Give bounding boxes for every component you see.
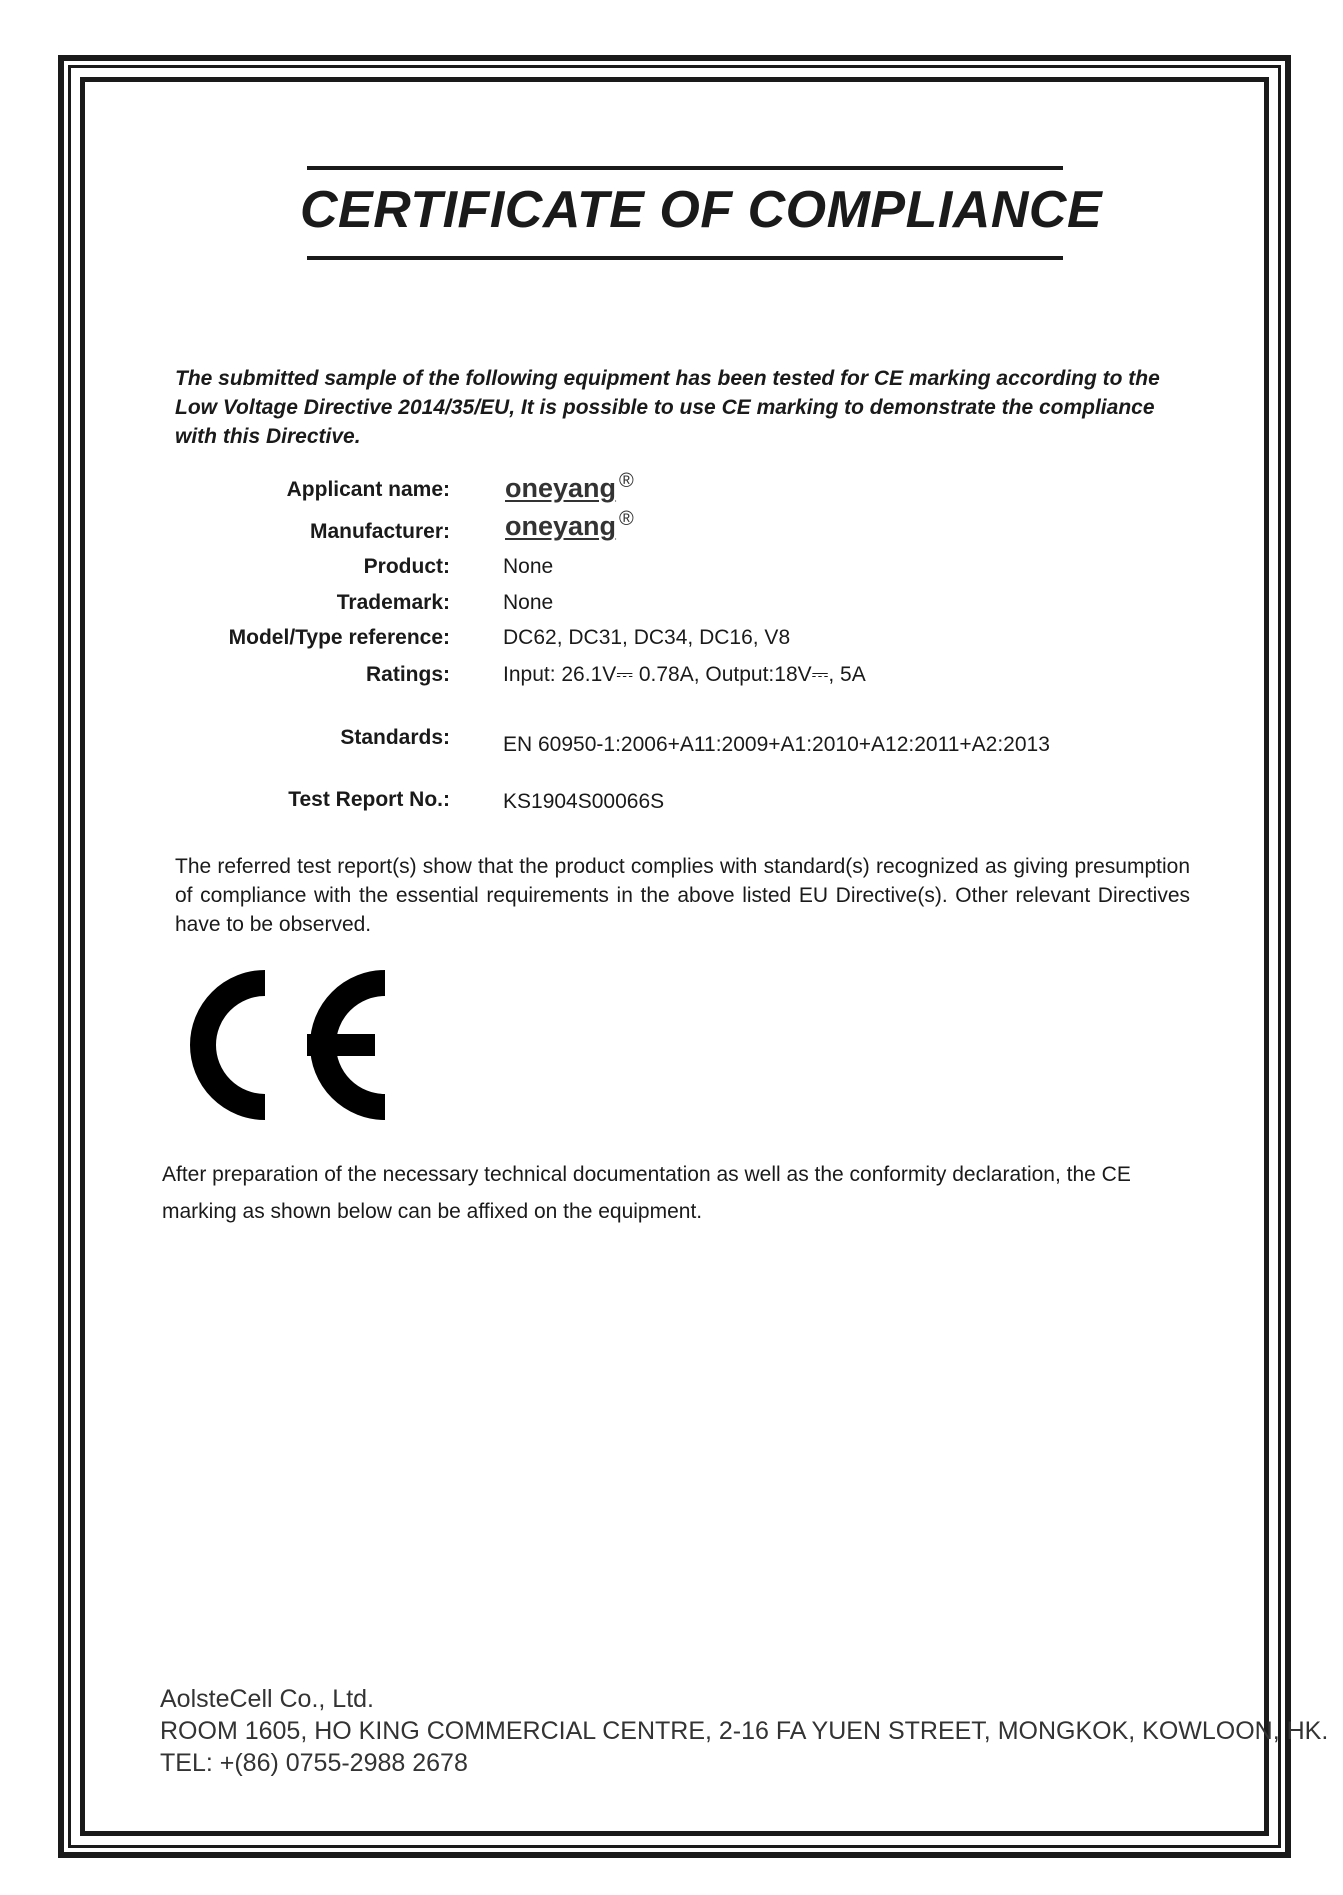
- ce-mark-c: [203, 983, 265, 1107]
- field-report-label: Test Report No.:: [288, 788, 450, 811]
- field-manufacturer-value: [505, 508, 634, 542]
- registered-mark: ®: [619, 470, 634, 492]
- field-model-label: Model/Type reference:: [228, 626, 450, 649]
- field-product-value: None: [503, 555, 554, 578]
- ce-mark-logo: [175, 965, 395, 1125]
- field-standards-label: Standards:: [340, 726, 450, 749]
- field-report-value: KS1904S00066S: [503, 790, 665, 813]
- issuer-tel: TEL: +(86) 0755-2988 2678: [160, 1749, 468, 1777]
- ce-mark-e-bar: [307, 1034, 375, 1056]
- certificate-title: CERTIFICATE OF COMPLIANCE: [300, 181, 1103, 239]
- issuer-address: ROOM 1605, HO KING COMMERCIAL CENTRE, 2-16 FA YUEN STREET, MONGKOK, KOWLOON, HK.: [160, 1717, 1329, 1745]
- field-applicant-value: [505, 470, 634, 504]
- field-ratings-value: Input: 26.1V⎓ 0.78A, Output:18V⎓, 5A: [503, 663, 866, 686]
- brand-logo-text: oneyang: [505, 511, 617, 541]
- field-manufacturer-label: Manufacturer:: [309, 520, 450, 543]
- frame-inner: [80, 77, 1269, 1836]
- field-model-value: DC62, DC31, DC34, DC16, V8: [503, 626, 791, 649]
- field-trademark-label: Trademark:: [336, 591, 450, 614]
- field-ratings-label: Ratings:: [366, 663, 450, 686]
- title-rule-top: [307, 166, 1063, 170]
- registered-mark: ®: [619, 508, 634, 530]
- field-applicant-label: Applicant name:: [286, 478, 450, 501]
- intro-text: The submitted sample of the following equipment has been tested for CE marking according to the Low Voltage Directive 2014/35/EU, It is possible to use CE marking to demonstrate the compliance with this Directive.: [175, 367, 1160, 448]
- field-trademark-value: None: [503, 591, 554, 614]
- compliance-paragraph: The referred test report(s) show that the product complies with standard(s) recognized as giving presumption of compliance with the essential requirements in the above listed EU Directive(s). Other relevant Directives have to be observed.: [175, 855, 1190, 936]
- affixing-paragraph: After preparation of the necessary technical documentation as well as the conformity declaration, the CE marking as shown below can be affixed on the equipment.: [162, 1163, 1131, 1223]
- issuer-name: AolsteCell Co., Ltd.: [160, 1685, 374, 1713]
- brand-logo-text: oneyang: [505, 473, 617, 503]
- title-rule-bottom: [307, 256, 1063, 260]
- field-product-label: Product:: [363, 555, 450, 578]
- field-standards-value: EN 60950-1:2006+A11:2009+A1:2010+A12:2011+A2:2013: [503, 733, 1050, 756]
